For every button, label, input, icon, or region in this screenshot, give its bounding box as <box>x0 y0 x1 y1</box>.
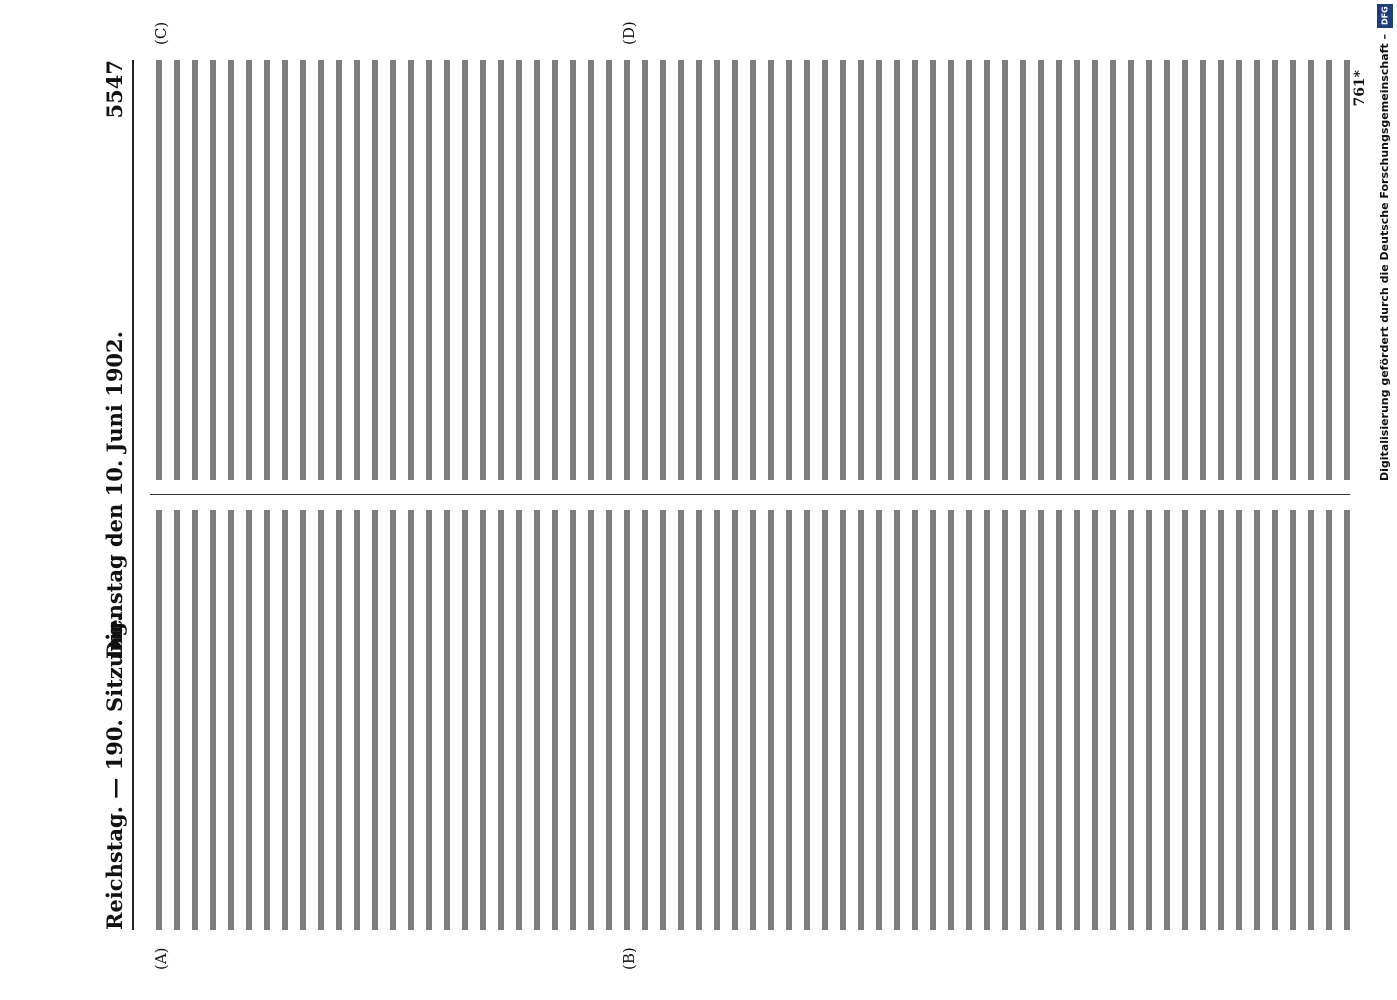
right-column-text-placeholder <box>150 60 1350 480</box>
dfg-logo-icon: DFG <box>1377 4 1393 28</box>
margin-marker-d: (D) <box>620 21 638 45</box>
document-page <box>40 0 1370 1000</box>
margin-marker-a: (A) <box>152 947 170 970</box>
signature-mark: 761* <box>1352 70 1368 107</box>
left-column-text-placeholder <box>150 510 1350 930</box>
digitization-credit <box>1375 0 1397 1000</box>
header-page-number: 5547 <box>102 60 127 119</box>
header-left: Reichstag. — 190. Sitzung. <box>102 614 127 930</box>
right-column <box>150 60 1350 480</box>
left-column <box>150 510 1350 930</box>
credit-text: Digitalisierung gefördert durch die Deutsche Forschungsgemeinschaft – <box>1378 34 1391 481</box>
margin-marker-c: (C) <box>152 21 170 45</box>
page-header <box>98 60 134 930</box>
column-divider <box>150 494 1350 495</box>
header-date: Dienstag den 10. Juni 1902. <box>102 331 127 659</box>
margin-marker-b: (B) <box>620 947 638 970</box>
